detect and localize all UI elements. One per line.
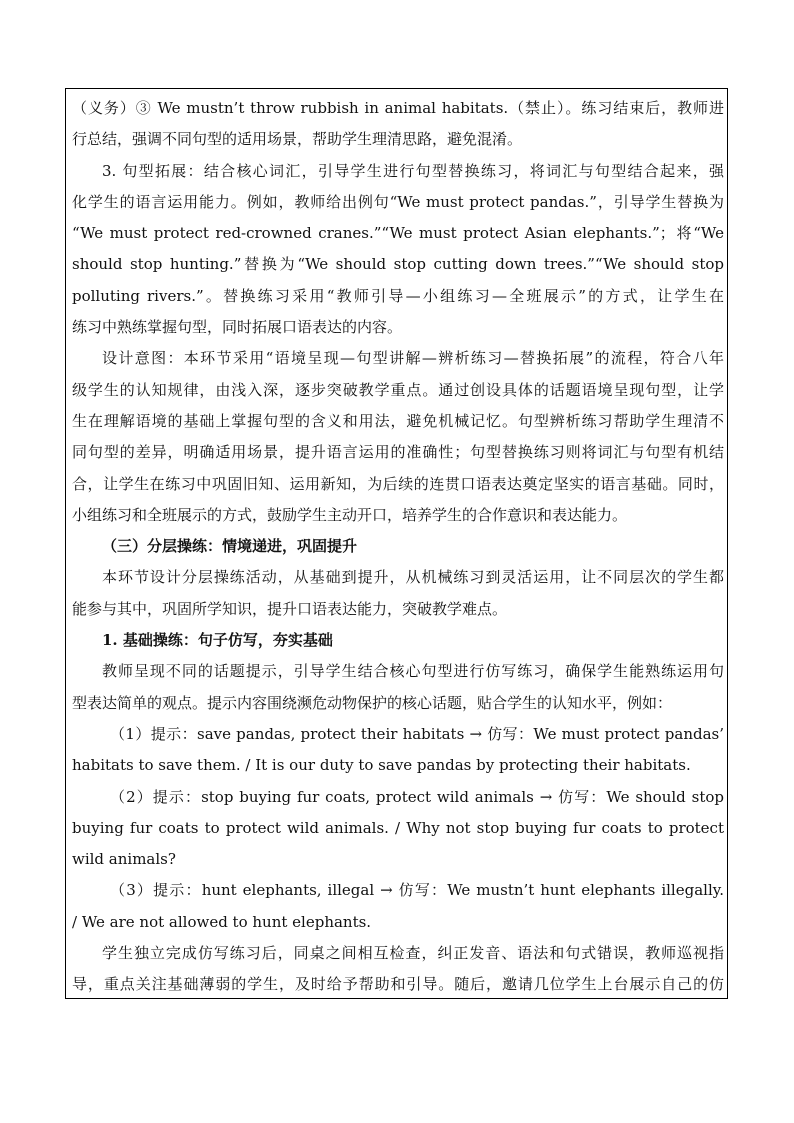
text-line: 级学生的认知规律，由浅入深，逐步突破教学重点。通过创设具体的话题语境呈现句型，让学 bbox=[72, 380, 724, 399]
section-heading: （三）分层操练：情境递进，巩固提升 bbox=[102, 537, 358, 556]
text-line: 同句型的差异，明确适用场景，提升语言运用的准确性；句型替换练习则将词汇与句型有机结 bbox=[72, 443, 724, 462]
text-line: habitats to save them. / It is our duty to save pandas by protecting their habitats. bbox=[72, 756, 691, 775]
text-line: 设计意图：本环节采用“语境呈现—句型讲解—辨析练习—替换拓展”的流程，符合八年 bbox=[102, 349, 724, 368]
text-line: polluting rivers.”。替换练习采用“教师引导—小组练习—全班展示”的方式，让学生在 bbox=[72, 286, 724, 305]
paragraph-obligation-summary bbox=[72, 93, 724, 156]
paragraph-design-intent bbox=[72, 343, 724, 531]
text-line: 3. 句型拓展：结合核心词汇，引导学生进行句型替换练习，将词汇与句型结合起来，强 bbox=[102, 161, 724, 180]
section-heading-3 bbox=[72, 531, 724, 562]
text-line: 小组练习和全班展示的方式，鼓励学生主动开口，培养学生的合作意识和表达能力。 bbox=[72, 505, 628, 524]
text-line: 合，让学生在练习中巩固旧知、运用新知，为后续的连贯口语表达奠定坚实的语言基础。同时， bbox=[72, 474, 724, 493]
text-line: 生在理解语境的基础上掌握句型的含义和用法，避免机械记忆。句型辨析练习帮助学生理清不 bbox=[72, 411, 724, 430]
text-line: 教师呈现不同的话题提示，引导学生结合核心句型进行仿写练习，确保学生能熟练运用句 bbox=[102, 662, 724, 681]
paragraph-sentence-expansion bbox=[72, 156, 724, 344]
text-line: / We are not allowed to hunt elephants. bbox=[72, 912, 372, 931]
document-body bbox=[72, 93, 724, 1001]
text-line: 化学生的语言运用能力。例如，教师给出例句“We must protect pandas.”，引导学生替换为 bbox=[72, 192, 724, 211]
text-line: buying fur coats to protect wild animals. / Why not stop buying fur coats to protect bbox=[72, 818, 724, 837]
text-line: 行总结，强调不同句型的适用场景，帮助学生理清思路，避免混淆。 bbox=[72, 130, 523, 149]
text-line: 型表达简单的观点。提示内容围绕濒危动物保护的核心话题，贴合学生的认知水平，例如： bbox=[72, 693, 673, 712]
example-1 bbox=[72, 719, 724, 782]
text-line: “We must protect red-crowned cranes.”“We must protect Asian elephants.”；将“We bbox=[72, 224, 724, 243]
text-line: 学生独立完成仿写练习后，同桌之间相互检查，纠正发音、语法和句式错误，教师巡视指 bbox=[102, 944, 724, 963]
text-line: （1）提示：save pandas, protect their habitats → 仿写：We must protect pandas’ bbox=[110, 724, 724, 743]
example-2 bbox=[72, 782, 724, 876]
paragraph-section-intro bbox=[72, 562, 724, 625]
text-line: 本环节设计分层操练活动，从基础到提升，从机械练习到灵活运用，让不同层次的学生都 bbox=[102, 568, 724, 587]
paragraph-practice-review bbox=[72, 938, 724, 1001]
example-3 bbox=[72, 875, 724, 938]
text-line: should stop hunting.”替换为“We should stop cutting down trees.”“We should stop bbox=[72, 255, 724, 274]
paragraph-prompt-intro bbox=[72, 656, 724, 719]
text-line: 导，重点关注基础薄弱的学生，及时给予帮助和引导。随后，邀请几位学生上台展示自己的仿 bbox=[72, 975, 724, 994]
text-line: 练习中熟练掌握句型，同时拓展口语表达的内容。 bbox=[72, 318, 403, 337]
subsection-heading-1 bbox=[72, 625, 724, 656]
text-line: （3）提示：hunt elephants, illegal → 仿写：We mustn’t hunt elephants illegally. bbox=[110, 881, 724, 900]
text-line: 能参与其中，巩固所学知识，提升口语表达能力，突破教学难点。 bbox=[72, 599, 508, 618]
text-line: wild animals? bbox=[72, 850, 176, 869]
text-line: （2）提示：stop buying fur coats, protect wild animals → 仿写：We should stop bbox=[110, 787, 724, 806]
text-line: （义务）③ We mustn’t throw rubbish in animal habitats.（禁止）。练习结束后，教师进 bbox=[72, 99, 724, 117]
subsection-heading: 1. 基础操练：句子仿写，夯实基础 bbox=[102, 631, 333, 650]
